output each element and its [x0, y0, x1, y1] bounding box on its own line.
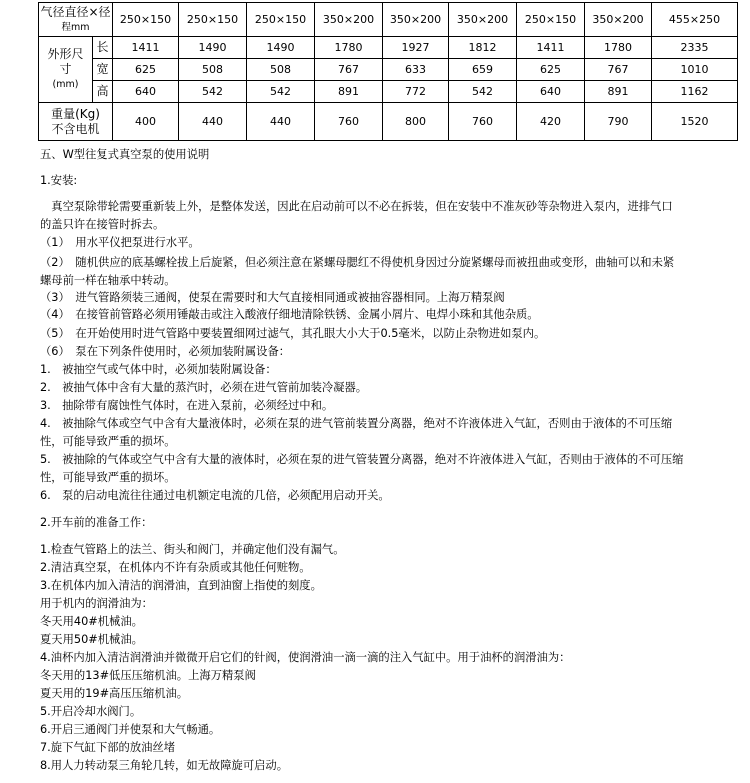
dimension-label-line2: 寸 [59, 62, 72, 76]
section-heading: 五、W型往复式真空泵的使用说明 [40, 148, 210, 161]
table-cell: 1490 [179, 37, 247, 59]
list-item: （1） 用水平仪把泵进行水平。 [40, 236, 200, 249]
table-cell: 440 [247, 103, 315, 141]
paragraph-line: 冬天用的13#低压压缩机油。上海万精泵阀 [40, 669, 256, 682]
table-cell: 508 [179, 59, 247, 81]
column-header: 350×200 [315, 3, 383, 37]
table-cell: 633 [383, 59, 449, 81]
table-cell: 625 [517, 59, 585, 81]
table-cell: 800 [383, 103, 449, 141]
row-label-length: 长 [93, 37, 113, 59]
list-item: 4.油杯内加入清洁润滑油并微微开启它们的针阀，使润滑油一滴一滴的注入气缸中。用于油杯的润滑油为： [40, 651, 571, 664]
weight-label-cell [39, 103, 113, 141]
list-item: （4） 在接管前管路必须用锤敲击或注入酸液仔细地清除铁锈、金属小屑片、电焊小珠和其他杂质。 [40, 308, 539, 321]
subsection-heading: 2.开车前的准备工作： [40, 516, 153, 529]
list-item: 6. 泵的启动电流往往通过电机额定电流的几倍，必须配用启动开关。 [40, 489, 390, 502]
table-cell: 508 [247, 59, 315, 81]
list-item: 3.在机体内加入清洁的润滑油，直到油窗上指使的刻度。 [40, 579, 322, 592]
header-label-line2: 程mm [61, 21, 90, 33]
table-cell: 542 [449, 81, 517, 103]
list-item: 性，可能导致严重的损坏。 [40, 471, 176, 484]
table-cell: 1411 [113, 37, 179, 59]
table-cell: 640 [517, 81, 585, 103]
table-cell: 640 [113, 81, 179, 103]
table-cell: 625 [113, 59, 179, 81]
list-item: 6.开启三通阀门并使泵和大气畅通。 [40, 723, 221, 736]
column-header: 350×200 [383, 3, 449, 37]
paragraph-line: 夏天用的19#高压压缩机油。 [40, 687, 189, 700]
table-cell: 1490 [247, 37, 315, 59]
column-header: 455×250 [652, 3, 738, 37]
table-row-weight [39, 103, 738, 141]
header-label-line1: 气径直径×径 [40, 4, 111, 19]
paragraph-line: 夏天用50#机械油。 [40, 633, 143, 646]
table-cell: 542 [247, 81, 315, 103]
table-cell: 760 [449, 103, 517, 141]
table-cell: 790 [585, 103, 652, 141]
table-row [39, 59, 738, 81]
column-header: 350×200 [449, 3, 517, 37]
spec-table [38, 2, 738, 141]
header-label-cell [39, 3, 113, 37]
list-item: 8.用人力转动泵三角轮几转，如无故障旋可启动。 [40, 759, 289, 772]
table-cell: 1162 [652, 81, 738, 103]
table-cell: 767 [315, 59, 383, 81]
table-cell: 440 [179, 103, 247, 141]
list-item: 4. 被抽除气体或空气中含有大量液体时，必须在泵的进气管前装置分离器，绝对不许液体进入气缸，否则由于液体的不可压缩 [40, 417, 673, 430]
table-cell: 1520 [652, 103, 738, 141]
row-label-width: 宽 [93, 59, 113, 81]
table-cell: 542 [179, 81, 247, 103]
paragraph-line: 用于机内的润滑油为： [40, 597, 153, 610]
list-item: 1. 被抽空气或气体中时，必须加装附属设备： [40, 363, 277, 376]
weight-label-line2: 不含电机 [51, 121, 100, 136]
column-header: 250×150 [247, 3, 315, 37]
paragraph-line: 冬天用40#机械油。 [40, 615, 143, 628]
table-cell: 659 [449, 59, 517, 81]
list-item: （3） 进气管路须装三通阀，使泵在需要时和大气直接相同通或被抽容器相同。上海万精泵阀 [40, 291, 505, 304]
column-header: 250×150 [113, 3, 179, 37]
table-cell: 1010 [652, 59, 738, 81]
table-cell: 420 [517, 103, 585, 141]
list-item: （6） 泵在下列条件使用时，必须加装附属设备： [40, 345, 291, 358]
list-item: 5.开启冷却水阀门。 [40, 705, 142, 718]
table-cell: 1927 [383, 37, 449, 59]
table-cell: 772 [383, 81, 449, 103]
table-cell: 1780 [585, 37, 652, 59]
paragraph-line: 的盖只许在接管时拆去。 [40, 218, 165, 231]
table-cell: 760 [315, 103, 383, 141]
table-cell: 891 [585, 81, 652, 103]
dimension-label-line1: 外形尺 [47, 47, 84, 61]
paragraph-line: 真空泵除带轮需要重新装上外，是整体发送，因此在启动前可以不必在拆装，但在安装中不准灰砂等杂物进入泵内，进排气口 [40, 200, 673, 213]
list-item: （2） 随机供应的底基螺栓拔上后旋紧，但必须注意在紧螺母腮红不得使机身因过分旋紧螺母而被扭曲或变形，曲轴可以和未紧 [40, 256, 675, 269]
list-item: 1.检查气管路上的法兰、街头和阀门，并确定他们没有漏气。 [40, 543, 345, 556]
list-item: 2.清洁真空泵，在机体内不许有杂质或其他任何赃物。 [40, 561, 311, 574]
list-item: 2. 被抽气体中含有大量的蒸汽时，必须在进气管前加装冷凝器。 [40, 381, 368, 394]
dimension-label-line3: (mm) [52, 79, 79, 90]
table-cell: 767 [585, 59, 652, 81]
table-cell: 1812 [449, 37, 517, 59]
list-item: 7.旋下气缸下部的放油丝堵 [40, 741, 176, 754]
table-row [39, 81, 738, 103]
table-header-row [39, 3, 738, 37]
table-cell: 400 [113, 103, 179, 141]
table-row [39, 37, 738, 59]
list-item: （5） 在开始使用时进气管路中要装置细网过滤气，其孔眼大小大于0.5毫米，以防止杂物进如泵内。 [40, 327, 546, 340]
dimension-label-cell [39, 37, 93, 103]
table-cell: 2335 [652, 37, 738, 59]
subsection-heading: 1.安装: [40, 174, 78, 187]
table-cell: 1780 [315, 37, 383, 59]
list-item: 螺母前一样在轴承中转动。 [40, 274, 176, 287]
table-cell: 1411 [517, 37, 585, 59]
list-item: 5. 被抽除的气体或空气中含有大量的液体时，必须在泵的进气管装置分离器，绝对不许液体进入气缸，否则由于液体的不可压缩 [40, 453, 684, 466]
column-header: 250×150 [179, 3, 247, 37]
weight-label-line1: 重量(Kg) [51, 106, 100, 121]
row-label-height: 高 [93, 81, 113, 103]
list-item: 性，可能导致严重的损坏。 [40, 435, 176, 448]
column-header: 350×200 [585, 3, 652, 37]
table-cell: 891 [315, 81, 383, 103]
column-header: 250×150 [517, 3, 585, 37]
list-item: 3. 抽除带有腐蚀性气体时，在进入泵前，必须经过中和。 [40, 399, 334, 412]
